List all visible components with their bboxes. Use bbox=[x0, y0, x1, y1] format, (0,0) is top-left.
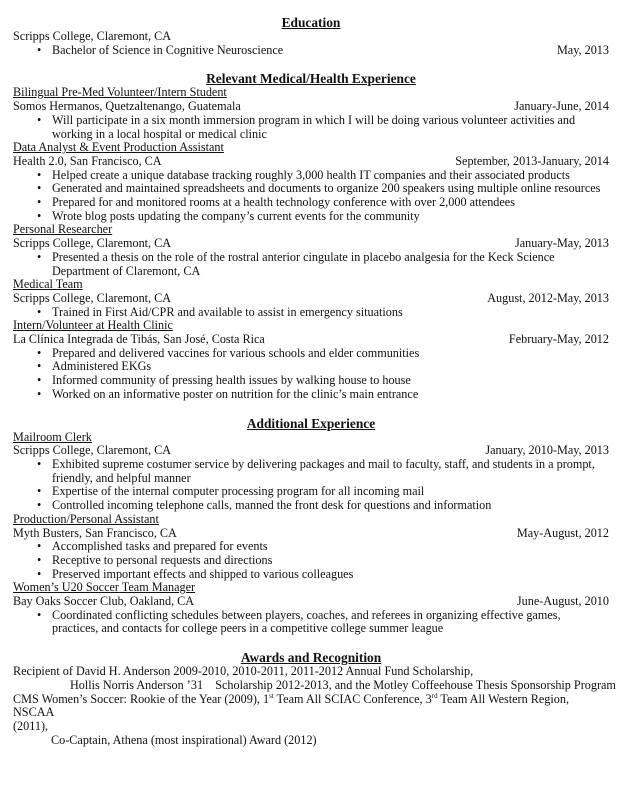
bullet-icon: • bbox=[37, 566, 42, 581]
bullet-content bbox=[52, 374, 609, 388]
job-title: Women’s U20 Soccer Team Manager bbox=[13, 580, 196, 595]
bullet-item bbox=[13, 374, 609, 388]
organization: Scripps College, Claremont, CA bbox=[13, 236, 172, 251]
job-title: Personal Researcher bbox=[13, 222, 113, 237]
bullet-text: Trained in First Aid/CPR and available to assist in emergency situations bbox=[52, 304, 403, 319]
bullet-icon: • bbox=[37, 607, 42, 622]
organization: Health 2.0, San Francisco, CA bbox=[13, 153, 162, 168]
bullet-icon: • bbox=[37, 42, 42, 57]
bullet-content bbox=[52, 182, 609, 196]
org-row bbox=[13, 237, 609, 251]
bullet-text: Exhibited supreme costumer service by delivering packages and mail to faculty, staff, and students in a prompt, friendly, and helpful manner bbox=[52, 456, 595, 485]
bullet-icon: • bbox=[37, 112, 42, 127]
experience-entry bbox=[13, 581, 609, 636]
award-text: CMS Women’s Soccer: Rookie of the Year (2009), 1 bbox=[13, 691, 270, 706]
organization: Somos Hermanos, Quetzaltenango, Guatemala bbox=[13, 99, 241, 114]
bullet-icon: • bbox=[37, 456, 42, 471]
section-heading: Education bbox=[281, 15, 341, 30]
bullet-content bbox=[52, 499, 609, 513]
bullet-content bbox=[52, 485, 609, 499]
bullet-text: Receptive to personal requests and directions bbox=[52, 552, 273, 567]
bullet-text: Bachelor of Science in Cognitive Neuroscience bbox=[52, 42, 284, 57]
awards-section bbox=[13, 650, 616, 747]
job-title: Mailroom Clerk bbox=[13, 429, 92, 444]
org-row bbox=[13, 444, 609, 458]
bullet-icon: • bbox=[37, 195, 42, 210]
bullet-text: Worked on an informative poster on nutrition for the clinic’s main entrance bbox=[52, 386, 419, 401]
bullet-icon: • bbox=[37, 498, 42, 513]
bullet-item bbox=[13, 251, 609, 278]
bullet-item bbox=[13, 609, 609, 636]
bullet-icon: • bbox=[37, 552, 42, 567]
bullet-item bbox=[13, 499, 609, 513]
bullet-icon: • bbox=[37, 484, 42, 499]
bullet-text: Presented a thesis on the role of the rostral anterior cingulate in placebo analgesia for the Keck Science Department of Claremont, CA bbox=[52, 249, 555, 278]
bullet-icon: • bbox=[37, 345, 42, 360]
bullet-text: Helped create a unique database tracking roughly 3,000 health IT companies and their associated products bbox=[52, 167, 570, 182]
organization: Myth Busters, San Francisco, CA bbox=[13, 525, 177, 540]
award-text: Team All SCIAC Conference, 3 bbox=[273, 691, 432, 706]
job-title: Data Analyst & Event Production Assistant bbox=[13, 140, 224, 155]
bullet-content bbox=[52, 251, 609, 278]
date-range: August, 2012-May, 2013 bbox=[487, 290, 609, 305]
bullet-text: Generated and maintained spreadsheets and documents to organize 200 speakers using multiple online resources bbox=[52, 181, 601, 196]
bullet-item bbox=[13, 458, 609, 485]
award-line: Recipient of David H. Anderson 2009-2010, 2010-2011, 2011-2012 Annual Fund Scholarship, bbox=[13, 664, 474, 679]
bullet-icon: • bbox=[37, 208, 42, 223]
experience-entry bbox=[13, 319, 609, 401]
bullet-item bbox=[13, 44, 609, 58]
bullet-icon: • bbox=[37, 167, 42, 182]
date-range: January, 2010-May, 2013 bbox=[485, 443, 609, 458]
resume-section bbox=[13, 15, 609, 57]
bullet-content bbox=[52, 540, 609, 554]
org-row bbox=[13, 292, 609, 306]
date-range: January-May, 2013 bbox=[515, 236, 609, 251]
experience-entry bbox=[13, 223, 609, 278]
organization: Scripps College, Claremont, CA bbox=[13, 443, 172, 458]
bullet-icon: • bbox=[37, 249, 42, 264]
bullet-icon: • bbox=[37, 373, 42, 388]
experience-entry bbox=[13, 30, 609, 57]
bullet-content bbox=[52, 169, 609, 183]
bullet-content bbox=[52, 388, 609, 402]
award-line: Hollis Norris Anderson ’31 Scholarship 2012-2013, and the Motley Coffeehouse Thesis Sponsorship Program bbox=[70, 677, 616, 692]
job-title: Bilingual Pre-Med Volunteer/Intern Student bbox=[13, 85, 227, 100]
bullet-text: Administered EKGs bbox=[52, 359, 152, 374]
bullet-item bbox=[13, 306, 609, 320]
resume-section bbox=[13, 71, 609, 401]
bullet-item bbox=[13, 388, 609, 402]
bullet-icon: • bbox=[37, 359, 42, 374]
org-row bbox=[13, 30, 609, 44]
bullet-item bbox=[13, 169, 609, 183]
org-row bbox=[13, 100, 609, 114]
resume-sections bbox=[13, 15, 609, 636]
job-title: Intern/Volunteer at Health Clinic bbox=[13, 318, 173, 333]
award-line: (2011), bbox=[13, 718, 49, 733]
experience-entry bbox=[13, 86, 609, 141]
bullet-content bbox=[52, 554, 609, 568]
bullet-content bbox=[52, 360, 609, 374]
section-heading: Awards and Recognition bbox=[240, 650, 382, 666]
bullet-item bbox=[13, 540, 609, 554]
date-range: February-May, 2012 bbox=[508, 332, 609, 347]
bullet-content bbox=[52, 114, 609, 141]
bullet-item bbox=[13, 182, 609, 196]
bullet-text: Expertise of the internal computer processing program for all incoming mail bbox=[52, 484, 425, 499]
bullet-date: May, 2013 bbox=[556, 42, 609, 57]
date-range: September, 2013-January, 2014 bbox=[455, 153, 609, 168]
bullet-item bbox=[13, 554, 609, 568]
bullet-icon: • bbox=[37, 181, 42, 196]
bullet-text: Will participate in a six month immersion program in which I will be doing various volunteer activities and working in a local hospital or medical clinic bbox=[52, 112, 576, 141]
experience-entry bbox=[13, 431, 609, 513]
bullet-item bbox=[13, 196, 609, 210]
organization: Scripps College, Claremont, CA bbox=[13, 290, 172, 305]
job-title: Production/Personal Assistant bbox=[13, 511, 159, 526]
bullet-item bbox=[13, 347, 609, 361]
date-range: June-August, 2010 bbox=[516, 594, 609, 609]
bullet-content bbox=[52, 609, 609, 636]
bullet-item bbox=[13, 360, 609, 374]
section-heading: Relevant Medical/Health Experience bbox=[206, 71, 416, 87]
organization: La Clínica Integrada de Tibás, San José, Costa Rica bbox=[13, 332, 265, 347]
bullet-item bbox=[13, 114, 609, 141]
bullet-content bbox=[52, 210, 609, 224]
org-row bbox=[13, 595, 609, 609]
experience-entry bbox=[13, 513, 609, 582]
bullet-text: Preserved important effects and shipped to various colleagues bbox=[52, 566, 354, 581]
bullet-icon: • bbox=[37, 386, 42, 401]
bullet-icon: • bbox=[37, 304, 42, 319]
bullet-item bbox=[13, 568, 609, 582]
award-text: Team All Western Region, NSCAA bbox=[13, 691, 570, 720]
bullet-text: Informed community of pressing health issues by walking house to house bbox=[52, 373, 411, 388]
bullet-content bbox=[52, 347, 609, 361]
date-range: January-June, 2014 bbox=[514, 99, 609, 114]
bullet-content bbox=[52, 458, 609, 485]
award-line bbox=[13, 693, 609, 720]
superscript: rd bbox=[431, 691, 438, 700]
award-line: Co-Captain, Athena (most inspirational) Award (2012) bbox=[51, 732, 317, 747]
bullet-text: Prepared for and monitored rooms at a health technology conference with over 2,000 attendees bbox=[52, 195, 515, 210]
bullet-content bbox=[52, 196, 609, 210]
resume-section bbox=[13, 416, 609, 637]
bullet-text: Accomplished tasks and prepared for events bbox=[52, 539, 268, 554]
org-row bbox=[13, 155, 609, 169]
bullet-icon: • bbox=[37, 539, 42, 554]
org-row bbox=[13, 333, 609, 347]
organization: Bay Oaks Soccer Club, Oakland, CA bbox=[13, 594, 195, 609]
job-title: Medical Team bbox=[13, 277, 83, 292]
bullet-item bbox=[13, 210, 609, 224]
bullet-text: Wrote blog posts updating the company’s current events for the community bbox=[52, 208, 420, 223]
bullet-content bbox=[52, 44, 609, 58]
superscript: st bbox=[269, 691, 274, 700]
experience-entry bbox=[13, 278, 609, 319]
date-range: May-August, 2012 bbox=[516, 525, 609, 540]
bullet-content bbox=[52, 568, 609, 582]
org-row bbox=[13, 527, 609, 541]
bullet-content bbox=[52, 306, 609, 320]
bullet-text: Controlled incoming telephone calls, manned the front desk for questions and information bbox=[52, 498, 492, 513]
experience-entry bbox=[13, 141, 609, 223]
bullet-text: Coordinated conflicting schedules between players, coaches, and referees in organizing effective games, practices, and contacts for college peers in a competitive college summer league bbox=[52, 607, 561, 636]
organization: Scripps College, Claremont, CA bbox=[13, 29, 172, 43]
bullet-text: Prepared and delivered vaccines for various schools and elder communities bbox=[52, 345, 420, 360]
section-heading: Additional Experience bbox=[246, 415, 376, 431]
bullet-item bbox=[13, 485, 609, 499]
